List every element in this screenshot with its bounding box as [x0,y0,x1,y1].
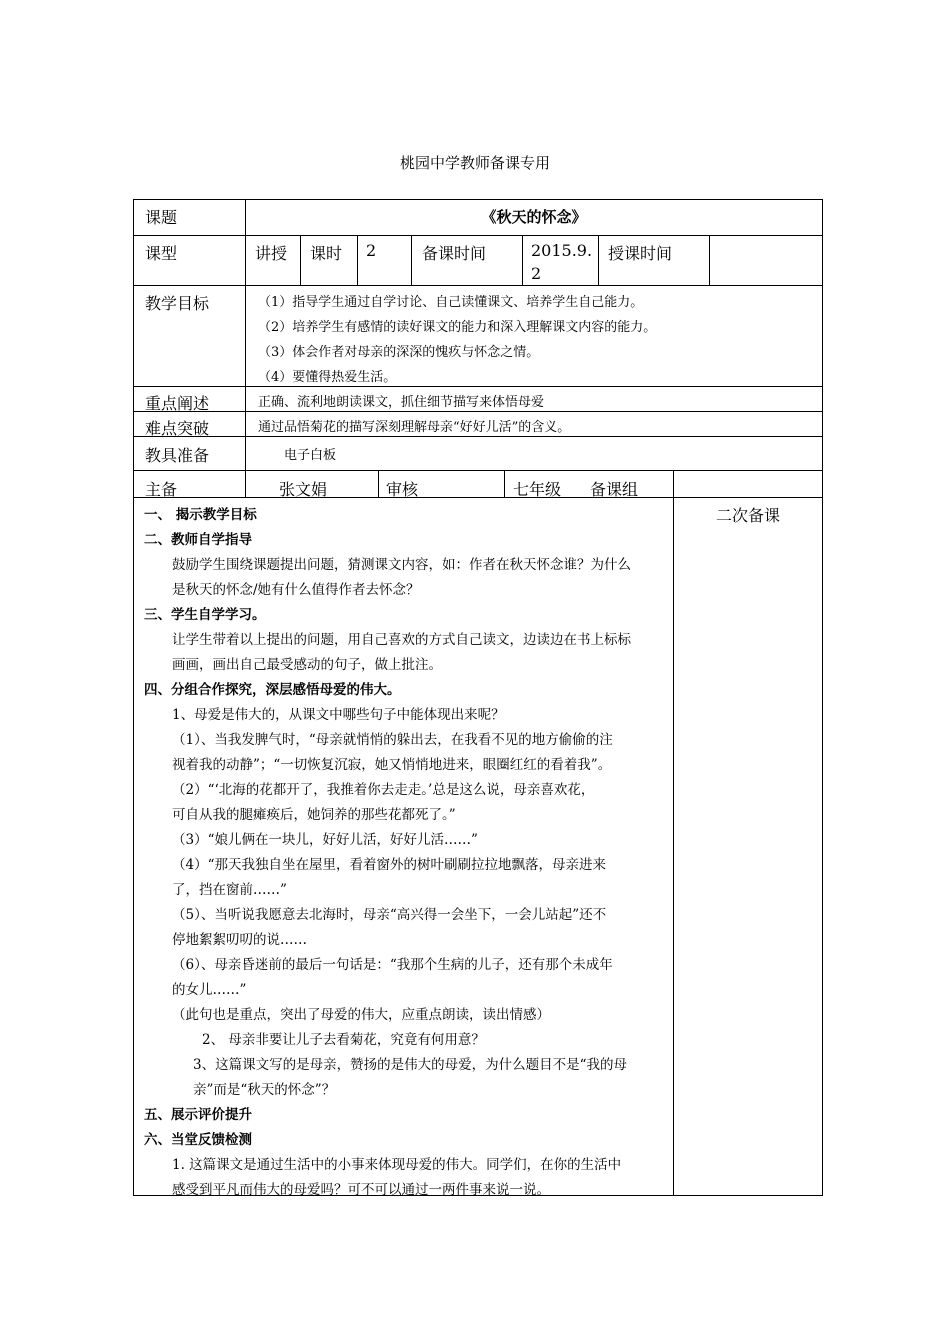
key-points-label: 重点阐述 [145,394,210,413]
body-text: 1. 这篇课文是通过生活中的小事来体现母爱的伟大。同学们，在你的生活中 [172,1157,622,1173]
column-divider [411,235,412,285]
column-divider [709,235,710,285]
section-heading: 六、当堂反馈检测 [144,1132,252,1148]
question-text: 2、 母亲非要让儿子去看菊花，究竟有何用意？ [202,1032,485,1048]
question-text: 1、母爱是伟大的，从课文中哪些句子中能体现出来呢？ [172,707,505,723]
body-text: （3）“娘儿俩在一块儿，好好儿活，好好儿活……” [172,832,478,848]
review-label: 审核 [386,480,419,499]
body-text: （1）、当我发脾气时，“母亲就悄悄的躲出去，在我看不见的地方偷偷的注 [172,732,613,748]
body-text: （6）、母亲昏迷前的最后一句话是：“我那个生病的儿子，还有那个未成年 [172,957,613,973]
body-text: 停地絮絮叨叨的说…… [172,932,307,948]
body-text: 视着我的动静”；“一切恢复沉寂，她又悄悄地进来，眼圈红红的看着我”。 [172,757,612,773]
section-heading: 三、学生自学学习。 [144,607,266,623]
preparer-label: 主备 [145,480,178,499]
body-text: 感受到平凡而伟大的母爱吗？可不可以通过一两件事来说一说。 [172,1182,550,1198]
objective-item: （1）指导学生通过自学讨论、自己读懂课文、培养学生自己能力。 [258,295,644,310]
type-label: 课型 [145,244,178,263]
teach-time-label: 授课时间 [608,244,673,263]
body-text: 是秋天的怀念/她有什么值得作者去怀念？ [172,582,420,598]
row-divider [133,235,823,236]
row-divider [133,411,823,412]
question-text: 3、这篇课文写的是母亲，赞扬的是伟大的母爱，为什么题目不是“我的母 [193,1057,627,1073]
tools-value: 电子白板 [284,448,337,463]
body-text: 鼓励学生围绕课题提出问题，猜测课文内容，如：作者在秋天怀念谁？为什么 [172,557,631,573]
hours-label: 课时 [310,244,343,263]
column-divider [598,235,599,285]
column-divider [245,199,246,497]
page-title: 桃园中学教师备课专用 [399,154,550,172]
section-heading: 一、 揭示教学目标 [144,507,257,523]
question-text: 亲”而是“秋天的怀念”？ [193,1082,336,1098]
section-heading: 二、教师自学指导 [144,532,252,548]
row-divider [133,436,823,437]
body-text: 的女儿……” [172,982,247,998]
row-divider [133,497,823,498]
column-divider [357,235,358,285]
section-heading: 五、展示评价提升 [144,1107,252,1123]
second-prep-label: 二次备课 [716,506,781,525]
group-value: 备课组 [590,480,639,499]
body-text: （5）、当听说我愿意去北海时，母亲“高兴得一会坐下，一会儿站起”还不 [172,907,607,923]
row-divider [133,470,823,471]
column-divider [673,470,674,1196]
type-value: 讲授 [255,244,288,263]
objectives-label: 教学目标 [145,294,210,313]
row-divider [133,386,823,387]
objective-item: （4）要懂得热爱生活。 [258,370,397,385]
tools-label: 教具准备 [145,446,210,465]
column-divider [378,470,379,497]
grade-value: 七年级 [513,480,562,499]
column-divider [504,470,505,497]
body-text: 画画，画出自己最受感动的句子，做上批注。 [172,657,442,673]
body-text: （4）“那天我独自坐在屋里，看着窗外的树叶刷刷拉拉地飘落，母亲进来 [172,857,606,873]
objective-item: （3）体会作者对母亲的深深的愧疚与怀念之情。 [258,345,540,360]
body-text: （2）“‘北海的花都开了，我推着你去走走。’总是这么说，母亲喜欢花， [172,782,595,798]
column-divider [300,235,301,285]
prep-time-value-line2: 2 [531,264,542,283]
topic-label: 课题 [145,208,178,227]
body-text: 可自从我的腿瘫痪后，她饲养的那些花都死了。” [172,807,456,823]
preparer-name: 张文娟 [279,480,328,499]
note-text: （此句也是重点，突出了母爱的伟大，应重点朗读，读出情感） [172,1007,550,1023]
section-heading: 四、分组合作探究，深层感悟母爱的伟大。 [144,682,401,698]
objective-item: （2）培养学生有感情的读好课文的能力和深入理解课文内容的能力。 [258,320,657,335]
body-text: 了，挡在窗前……” [172,882,287,898]
row-divider [133,285,823,286]
difficulty-label: 难点突破 [145,419,210,438]
body-text: 让学生带着以上提出的问题，用自己喜欢的方式自己读文，边读边在书上标标 [172,632,631,648]
column-divider [522,235,523,285]
hours-value: 2 [366,241,377,260]
prep-time-label: 备课时间 [422,244,487,263]
topic-value: 《秋天的怀念》 [481,208,587,226]
difficulty-value: 通过品悟菊花的描写深刻理解母亲“好好儿活”的含义。 [258,420,571,435]
prep-time-value-line1: 2015.9. [531,241,593,260]
key-points-value: 正确、流利地朗读课文，抓住细节描写来体悟母爱 [258,395,545,410]
